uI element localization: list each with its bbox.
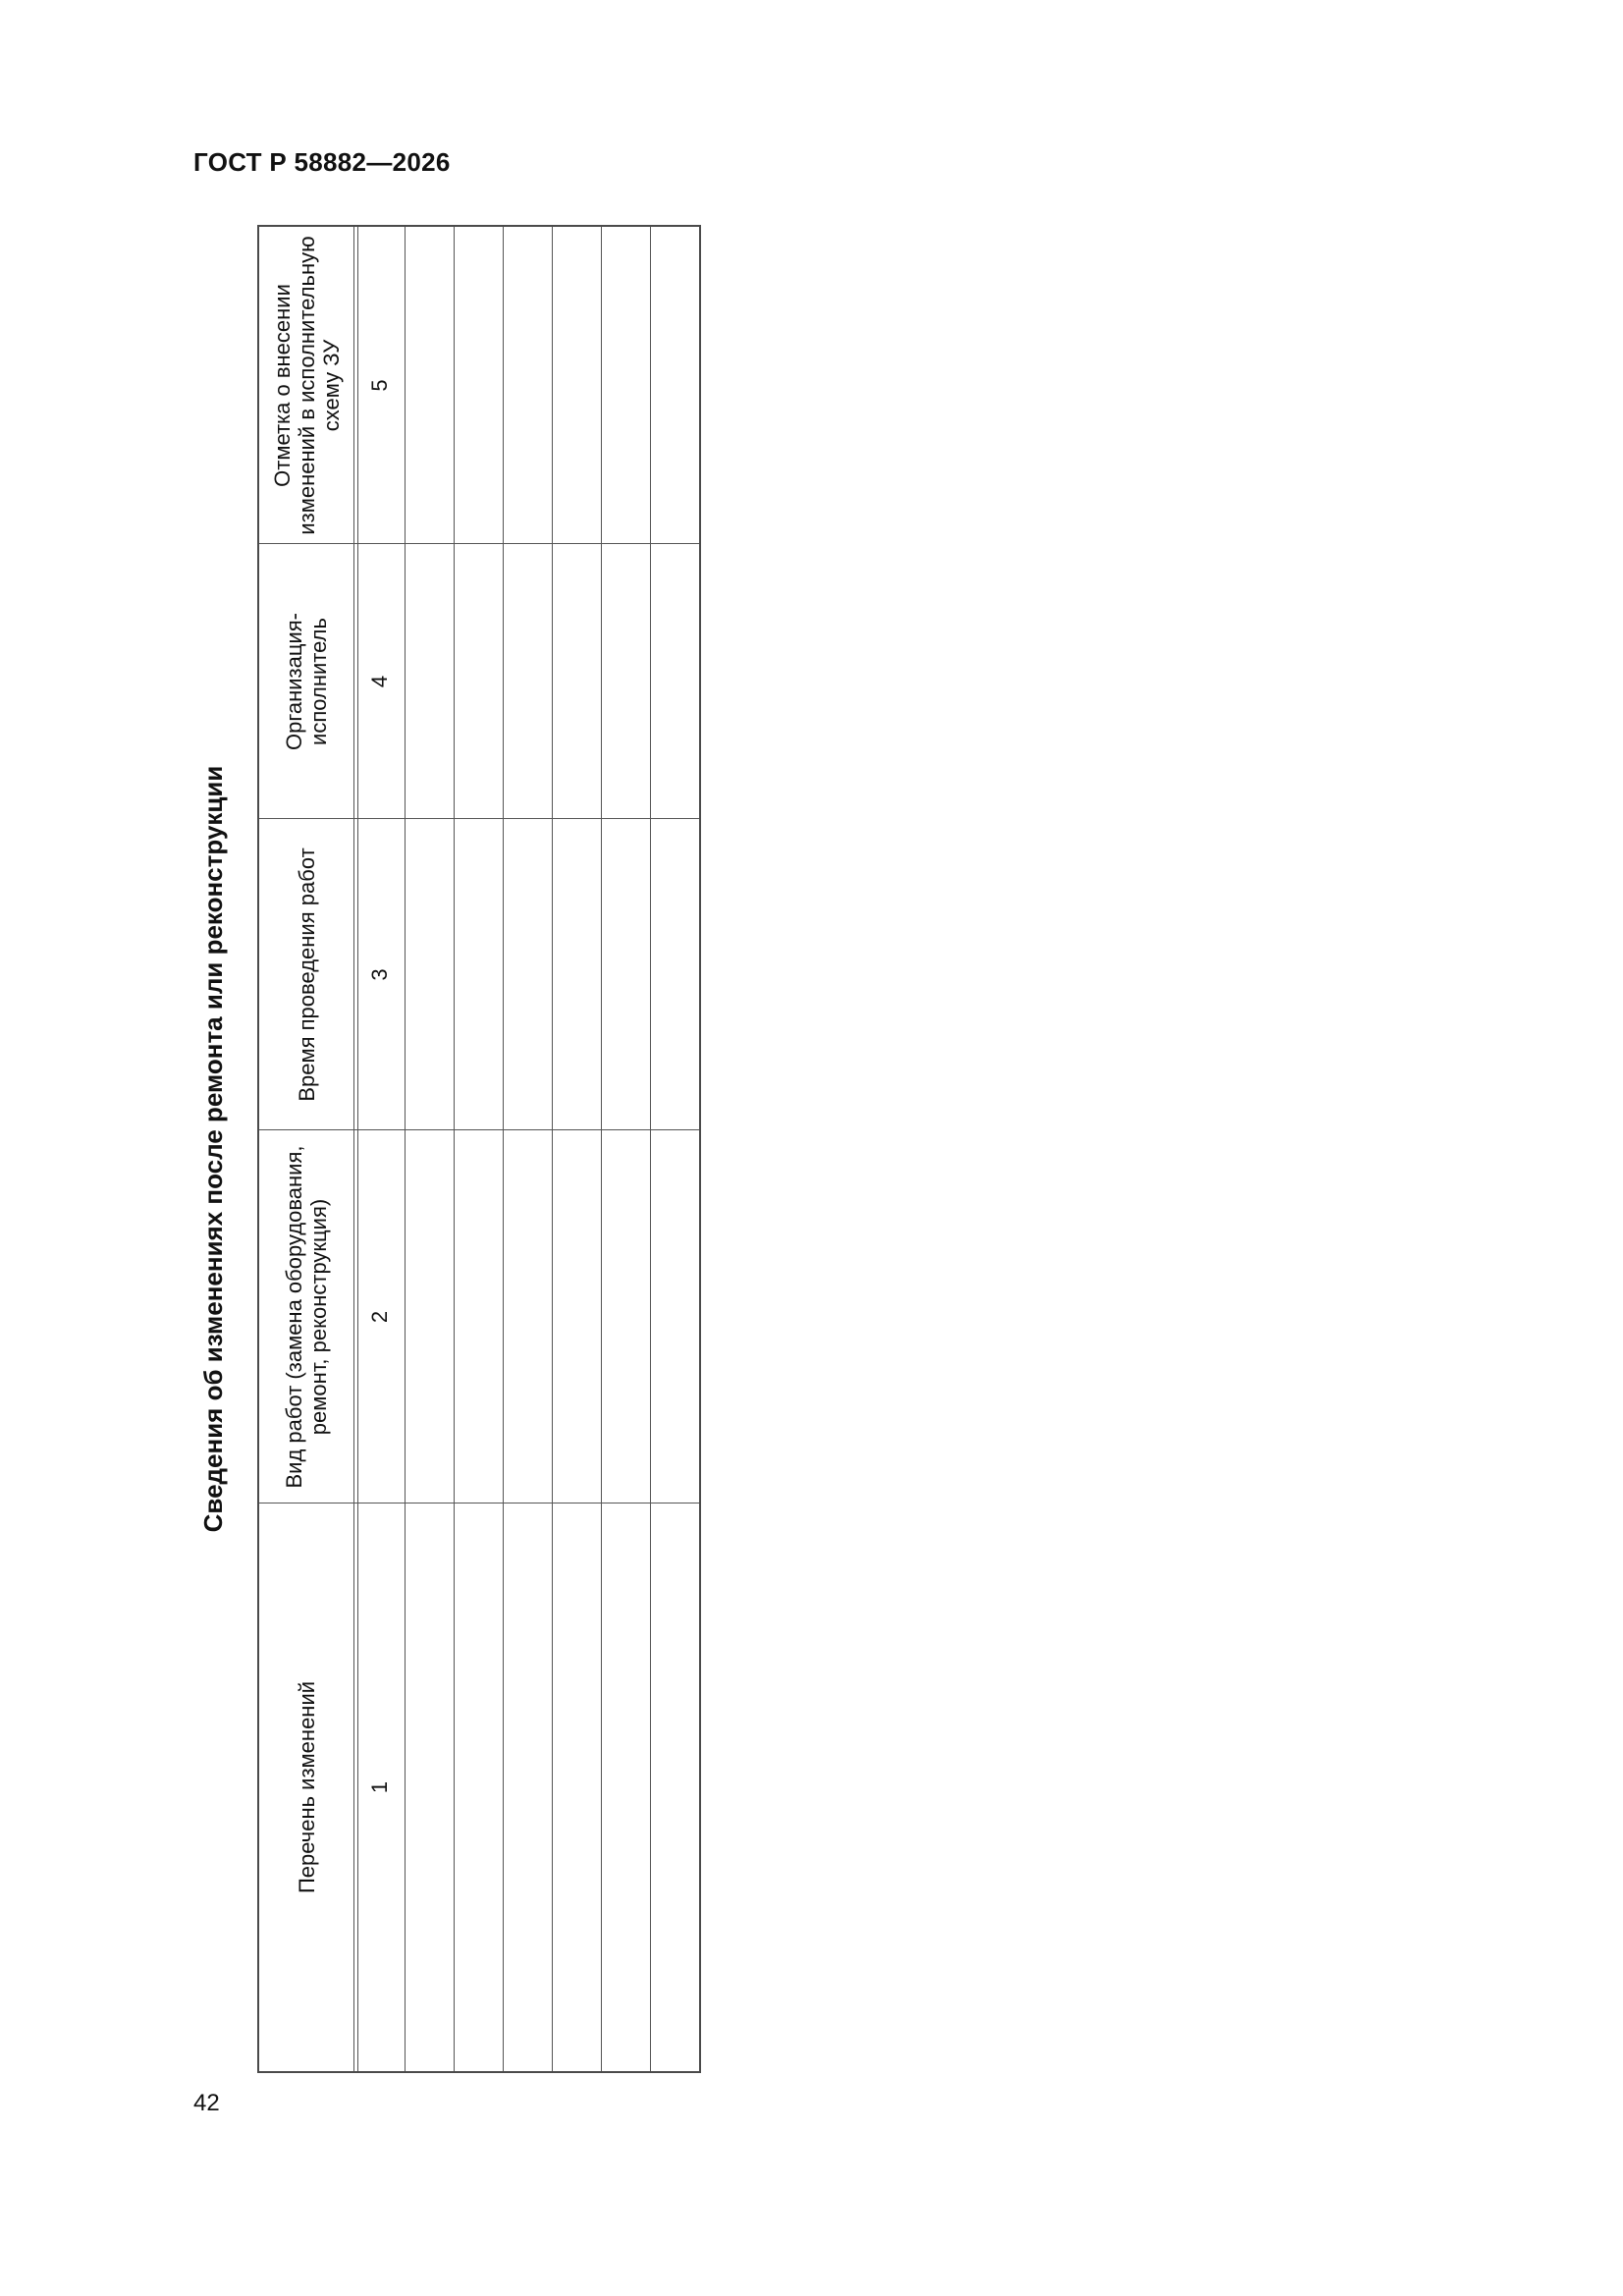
- column-number-3: 3: [367, 968, 392, 981]
- row-divider: [650, 227, 651, 2071]
- header-contractor: Организация-исполнитель: [282, 613, 331, 751]
- row-divider: [503, 227, 504, 2071]
- column-number-5: 5: [367, 379, 392, 392]
- row-divider: [601, 227, 602, 2071]
- header-work-time: Время проведения работ: [294, 847, 319, 1102]
- column-number-2: 2: [367, 1310, 392, 1324]
- header-schema-note: Отметка о внесении изменений в исполнительную схему ЗУ: [269, 236, 344, 535]
- document-code: ГОСТ Р 58882—2026: [193, 147, 451, 177]
- row-divider: [405, 227, 406, 2071]
- row-divider: [454, 227, 455, 2071]
- header-work-type: Вид работ (замена оборудования, ремонт, реконструкция): [282, 1145, 331, 1489]
- changes-table: [257, 225, 701, 2073]
- page-number: 42: [193, 2090, 220, 2116]
- header-divider: [353, 227, 354, 2071]
- column-number-4: 4: [367, 675, 392, 688]
- table-title: Сведения об изменениях после ремонта или реконструкции: [198, 765, 228, 1533]
- column-number-1: 1: [367, 1780, 392, 1794]
- row-divider: [552, 227, 553, 2071]
- header-changes-list: Перечень изменений: [294, 1680, 319, 1894]
- rotated-table-section: [193, 225, 704, 2073]
